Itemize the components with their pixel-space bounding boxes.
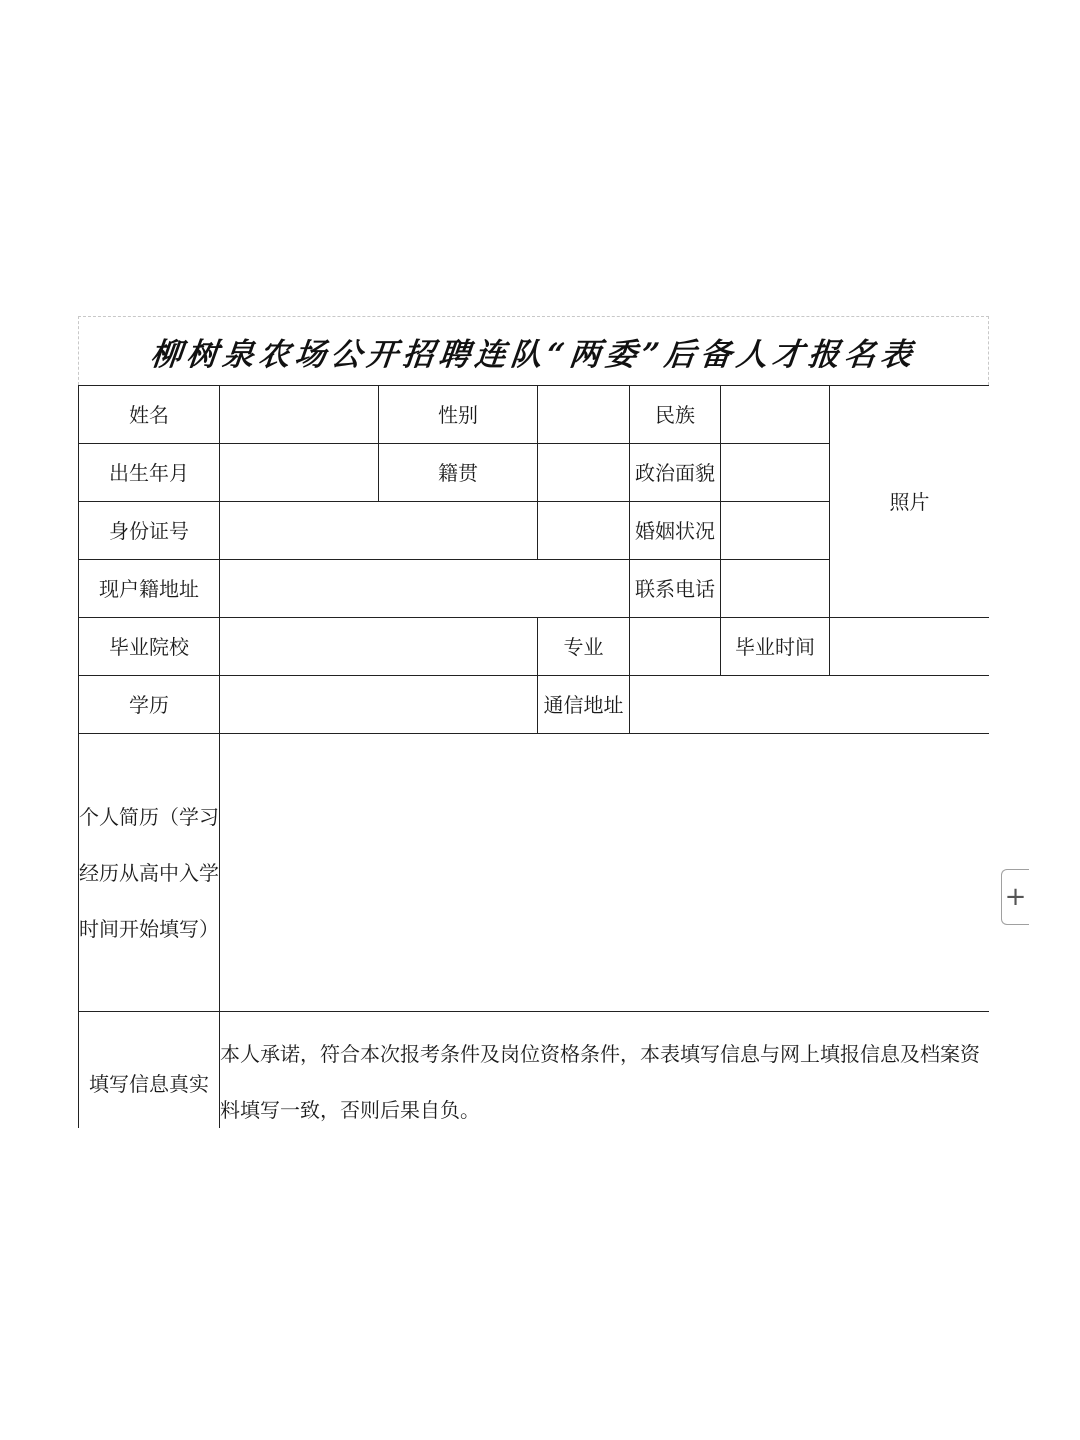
household-address-cell[interactable] <box>220 560 630 618</box>
grad-time-label: 毕业时间 <box>721 618 830 676</box>
ethnicity-cell[interactable] <box>721 386 830 444</box>
id-number-cell[interactable] <box>220 502 538 560</box>
birth-cell[interactable] <box>220 444 379 502</box>
marital-status-cell[interactable] <box>721 502 830 560</box>
gender-cell[interactable] <box>538 386 630 444</box>
native-place-cell[interactable] <box>538 444 630 502</box>
birth-label: 出生年月 <box>79 444 220 502</box>
phone-label: 联系电话 <box>630 560 721 618</box>
form-title: 柳树泉农场公开招聘连队“两委”后备人才报名表 <box>148 336 918 373</box>
marital-status-label: 婚姻状况 <box>630 502 721 560</box>
name-label: 姓名 <box>79 386 220 444</box>
table-row <box>79 676 990 734</box>
education-cell[interactable] <box>220 676 538 734</box>
table-row <box>79 618 990 676</box>
table-row <box>79 734 990 1012</box>
household-address-label: 现户籍地址 <box>79 560 220 618</box>
add-icon[interactable]: + <box>1001 869 1029 925</box>
major-label: 专业 <box>538 618 630 676</box>
table-row <box>79 1012 990 1129</box>
grad-time-cell[interactable] <box>830 618 990 676</box>
registration-table <box>78 385 989 1128</box>
resume-cell[interactable] <box>220 734 990 1012</box>
title-box <box>78 316 989 385</box>
phone-cell[interactable] <box>721 560 830 618</box>
political-status-cell[interactable] <box>721 444 830 502</box>
mail-address-label: 通信地址 <box>538 676 630 734</box>
school-label: 毕业院校 <box>79 618 220 676</box>
form-sheet <box>78 316 989 1128</box>
id-number-label: 身份证号 <box>79 502 220 560</box>
native-place-label: 籍贯 <box>379 444 538 502</box>
gender-label: 性别 <box>379 386 538 444</box>
mail-address-cell[interactable] <box>630 676 990 734</box>
ethnicity-label: 民族 <box>630 386 721 444</box>
table-row <box>79 386 990 444</box>
pledge-text: 本人承诺，符合本次报考条件及岗位资格条件，本表填写信息与网上填报信息及档案资料填写一致，否则后果自负。 <box>220 1012 990 1129</box>
political-status-label: 政治面貌 <box>630 444 721 502</box>
name-cell[interactable] <box>220 386 379 444</box>
education-label: 学历 <box>79 676 220 734</box>
id-number-extra-cell[interactable] <box>538 502 630 560</box>
pledge-label: 填写信息真实 <box>79 1012 220 1129</box>
photo-cell[interactable]: 照片 <box>830 386 990 618</box>
resume-label: 个人简历（学习经历从高中入学时间开始填写） <box>79 734 220 1012</box>
school-cell[interactable] <box>220 618 538 676</box>
major-cell[interactable] <box>630 618 721 676</box>
